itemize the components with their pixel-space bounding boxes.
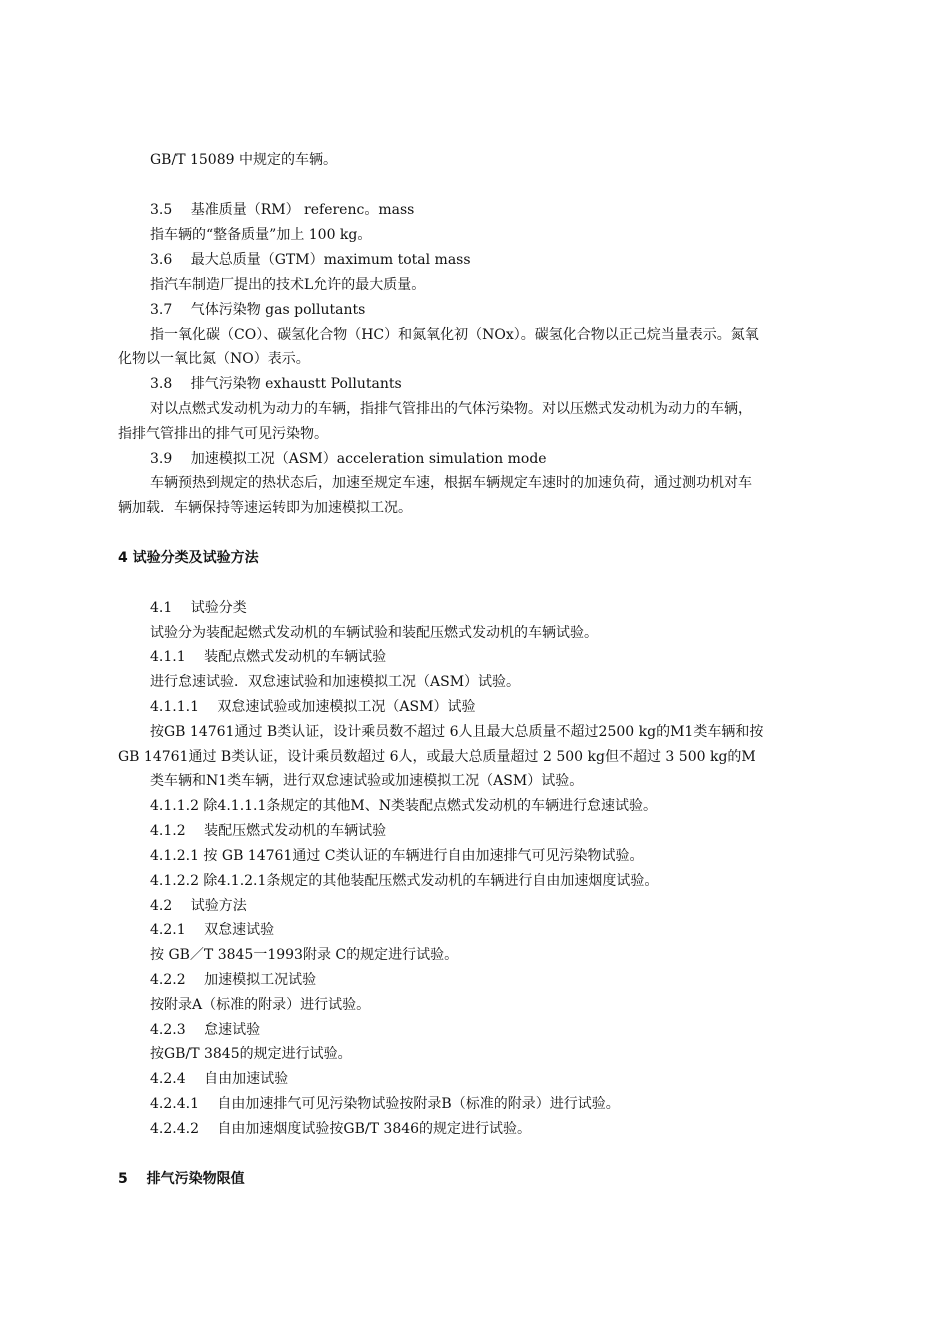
term-3-5-heading: 3.5 基准质量（RM） referenc。mass [150,202,415,218]
clause-4-2-1-heading: 4.2.1 双怠速试验 [150,922,275,938]
clause-4-2-4-2: 4.2.4.2 自由加速烟度试验按GB/T 3846的规定进行试验。 [150,1121,532,1137]
clause-4-1-2-1: 4.1.2.1 按 GB 14761通过 C类认证的车辆进行自由加速排气可见污染物试验。 [150,848,644,864]
text-line: 指车辆的“整备质量”加上 100 kg。 [150,227,372,243]
clause-4-2-4-heading: 4.2.4 自由加速试验 [150,1071,289,1087]
clause-4-1-2-heading: 4.1.2 装配压燃式发动机的车辆试验 [150,823,387,839]
text-line: 按GB/T 3845的规定进行试验。 [150,1046,352,1062]
text-line: 对以点燃式发动机为动力的车辆，指排气管排出的气体污染物。对以压燃式发动机为动力的车辆， [150,401,752,417]
text-line: 车辆预热到规定的热状态后，加速至规定车速，根据车辆规定车速时的加速负荷，通过测功机对车 [150,475,752,491]
text-line: 指一氧化碳（CO）、碳氢化合物（HC）和氮氧化初（NOx）。碳氢化合物以正己烷当量表示。氮氧 [150,327,759,343]
text-line: GB 14761通过 B类认证，设计乘员数超过 6人，或最大总质量超过 2 500 kg但不超过 3 500 kg的M [118,749,756,765]
text-line: 试验分为装配起燃式发动机的车辆试验和装配压燃式发动机的车辆试验。 [150,625,598,641]
text-line: GB/T 15089 中规定的车辆。 [150,152,337,168]
term-3-6-heading: 3.6 最大总质量（GTM）maximum total mass [150,252,471,268]
text-line: 辆加载．车辆保持等速运转即为加速模拟工况。 [118,500,412,516]
clause-4-2-4-1: 4.2.4.1 自由加速排气可见污染物试验按附录B（标准的附录）进行试验。 [150,1096,620,1112]
text-line: 类车辆和N1类车辆，进行双怠速试验或加速模拟工况（ASM）试验。 [150,773,584,789]
text-line: 指排气管排出的排气可见污染物。 [118,426,328,442]
section-5-heading: 5 排气污染物限值 [118,1171,245,1187]
clause-4-1-heading: 4.1 试验分类 [150,600,247,616]
text-line: 按 GB／T 3845一1993附录 C的规定进行试验。 [150,947,459,963]
text-line: 化物以一氧比氮（NO）表示。 [118,351,310,367]
text-line: 按附录A（标准的附录）进行试验。 [150,997,371,1013]
clause-4-2-3-heading: 4.2.3 怠速试验 [150,1022,261,1038]
clause-4-2-heading: 4.2 试验方法 [150,898,247,914]
clause-4-1-1-2: 4.1.1.2 除4.1.1.1条规定的其他M、N类装配点燃式发动机的车辆进行怠速试验。 [150,798,657,814]
term-3-7-heading: 3.7 气体污染物 gas pollutants [150,302,366,318]
text-line: 进行怠速试验．双怠速试验和加速模拟工况（ASM）试验。 [150,674,521,690]
clause-4-1-1-1-heading: 4.1.1.1 双怠速试验或加速模拟工况（ASM）试验 [150,699,476,715]
clause-4-2-2-heading: 4.2.2 加速模拟工况试验 [150,972,317,988]
clause-4-1-2-2: 4.1.2.2 除4.1.2.1条规定的其他装配压燃式发动机的车辆进行自由加速烟度试验。 [150,873,659,889]
clause-4-1-1-heading: 4.1.1 装配点燃式发动机的车辆试验 [150,649,387,665]
term-3-9-heading: 3.9 加速模拟工况（ASM）acceleration simulation mode [150,451,547,467]
term-3-8-heading: 3.8 排气污染物 exhaustt Pollutants [150,376,402,392]
text-line: 指汽车制造厂提出的技术L允许的最大质量。 [150,277,426,293]
text-line: 按GB 14761通过 B类认证，设计乘员数不超过 6人且最大总质量不超过2500 kg的M1类车辆和按 [150,724,764,740]
section-4-heading: 4 试验分类及试验方法 [118,550,259,566]
